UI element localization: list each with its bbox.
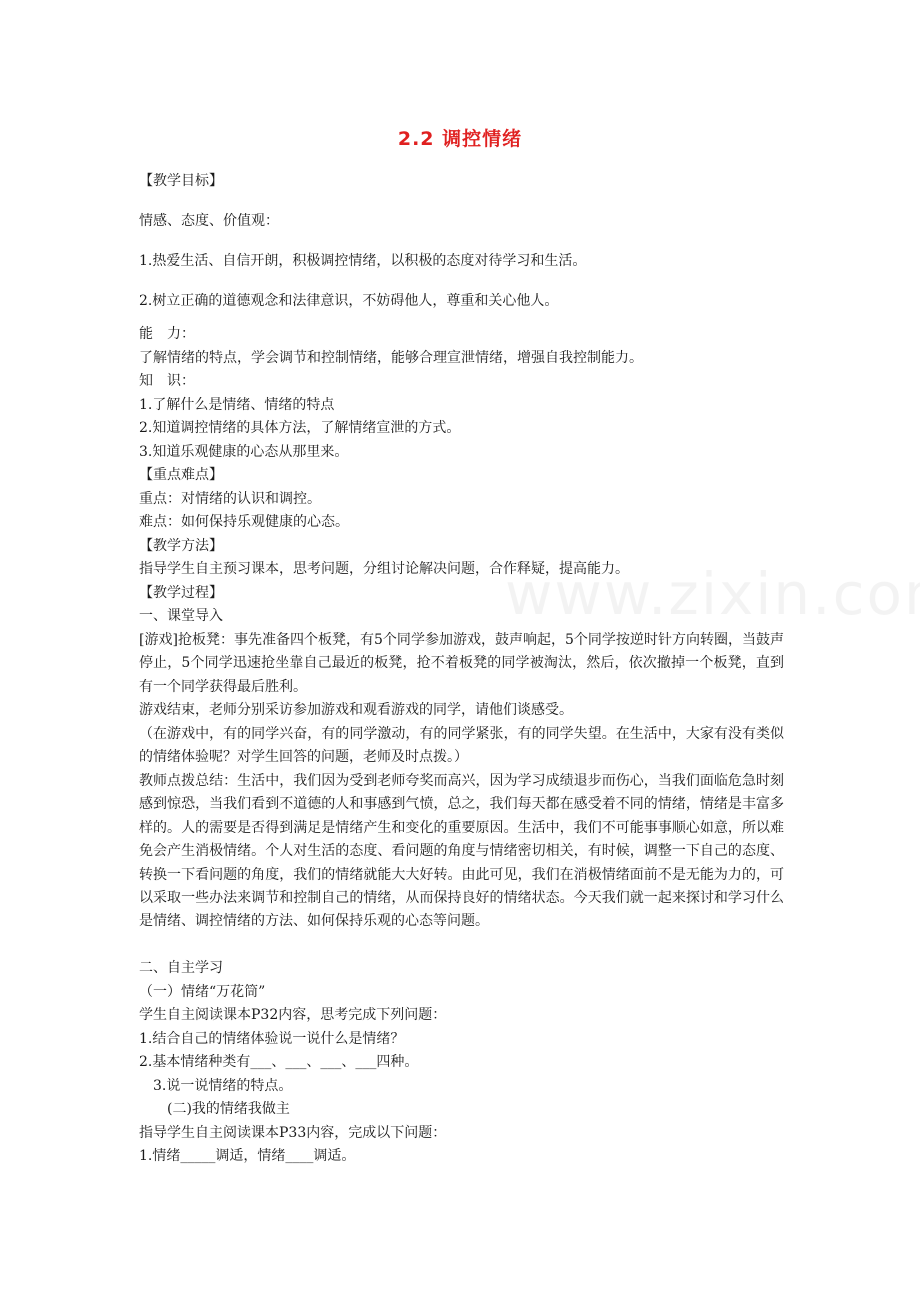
keypoints-heading: 【重点难点】 <box>139 467 223 483</box>
method-text: 指导学生自主预习课本，思考问题，分组讨论解决问题，合作释疑，提高能力。 <box>139 561 629 577</box>
emotion-goal-1: 1.热爱生活、自信开朗，积极调控情绪，以积极的态度对待学习和生活。 <box>139 253 587 269</box>
objectives-heading: 【教学目标】 <box>139 173 223 189</box>
sub1-question-2: 2.基本情绪种类有___、___、___、___四种。 <box>139 1054 419 1070</box>
knowledge-item-2: 2.知道调控情绪的具体方法，了解情绪宣泄的方式。 <box>139 420 461 436</box>
process-heading: 【教学过程】 <box>139 585 223 601</box>
sub2-heading: (二)我的情绪我做主 <box>167 1101 290 1117</box>
sub2-intro: 指导学生自主阅读课本P33内容，完成以下问题： <box>139 1125 447 1141</box>
teacher-summary: 教师点拨总结：生活中，我们因为受到老师夸奖而高兴，因为学习成绩退步而伤心，当我们面临危急时刻感到惊恐，当我们看到不道德的人和事感到气愤，总之，我们每天都在感受着不同的情绪，情绪是丰富多样的。人的需要是否得到满足是情绪产生和变化的重要原因。生活中，我们不可能事事顺心如意，所以难免会产生消极情绪。个人对生活的态度、看问题的角度与情绪密切相关，有时候，调整一下自己的态度、转换一下看问题的角度，我们的情绪就能大大好转。由此可见，我们在消极情绪面前不是无能为力的，可以采取一些办法来调节和控制自己的情绪，从而保持良好的情绪状态。今天我们就一起来探讨和学习什么是情绪、调控情绪的方法、如何保持乐观的心态等问题。 <box>139 773 784 930</box>
part2-heading: 二、自主学习 <box>139 960 223 976</box>
game-paragraph: [游戏]抢板凳：事先准备四个板凳，有5个同学参加游戏，鼓声响起，5个同学按逆时针方向转圈，当鼓声停止，5个同学迅速抢坐靠自己最近的板凳，抢不着板凳的同学被淘汰，然后，依次撤掉一个板凳，直到有一个同学获得最后胜利。 <box>139 632 784 695</box>
emotion-heading: 情感、态度、价值观： <box>139 213 279 229</box>
method-heading: 【教学方法】 <box>139 538 223 554</box>
sub1-question-3: 3.说一说情绪的特点。 <box>153 1078 293 1094</box>
keypoint: 重点：对情绪的认识和调控。 <box>139 491 321 507</box>
page-title: 2.2 调控情绪 <box>397 128 523 150</box>
knowledge-item-3: 3.知道乐观健康的心态从那里来。 <box>139 444 349 460</box>
sub1-question-1: 1.结合自己的情绪体验说一说什么是情绪？ <box>139 1031 405 1047</box>
knowledge-heading: 知 识： <box>139 373 195 389</box>
ability-text: 了解情绪的特点，学会调节和控制情绪，能够合理宣泄情绪，增强自我控制能力。 <box>139 350 643 366</box>
emotion-goal-2: 2.树立正确的道德观念和法律意识，不妨碍他人，尊重和关心他人。 <box>139 293 559 309</box>
difficulty: 难点：如何保持乐观健康的心态。 <box>139 514 349 530</box>
ability-heading: 能 力： <box>139 326 195 342</box>
game-end: 游戏结束，老师分别采访参加游戏和观看游戏的同学，请他们谈感受。 <box>139 702 573 718</box>
sub2-question-1: 1.情绪_____调适，情绪____调适。 <box>139 1148 356 1164</box>
game-note: （在游戏中，有的同学兴奋，有的同学激动，有的同学紧张，有的同学失望。在生活中，大家有没有类似的情绪体验呢？对学生回答的问题，老师及时点拨。） <box>139 726 784 766</box>
sub1-heading: （一）情绪“万花筒” <box>139 984 266 1000</box>
sub1-intro: 学生自主阅读课本P32内容，思考完成下列问题： <box>139 1007 447 1023</box>
part1-heading: 一、课堂导入 <box>139 608 223 624</box>
knowledge-item-1: 1.了解什么是情绪、情绪的特点 <box>139 397 335 413</box>
